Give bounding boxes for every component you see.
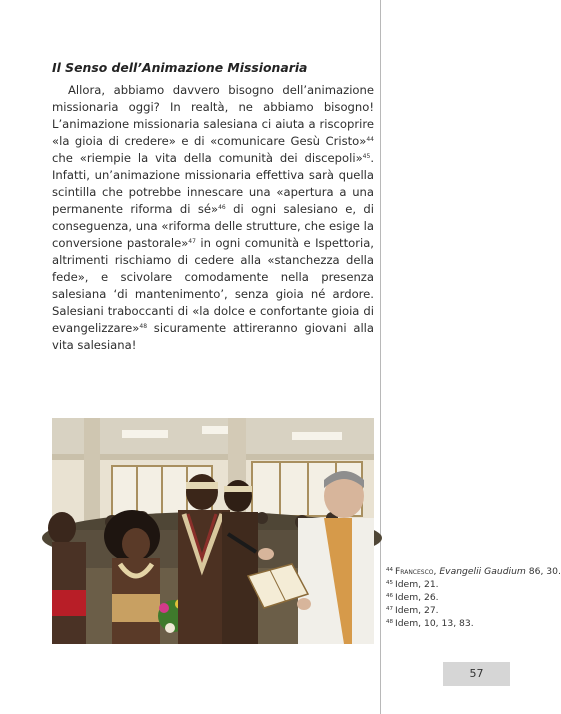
footnote-number: 47 bbox=[386, 606, 393, 612]
text-run: . Infatti, un’animazione missionaria effettiva sarà quella scintilla che potrebbe innescare una «apertura a una permanente riforma di sé» bbox=[52, 151, 374, 216]
footnote-title: Evangelii Gaudium bbox=[439, 566, 526, 577]
page-number: 57 bbox=[469, 667, 484, 680]
text-run: Allora, abbiamo davvero bisogno dell’animazione missionaria oggi? In realtà, ne abbiamo bisogno! L’animazione missionaria salesiana ci aiuta a riscoprire «la gioia di credere» e di «comunicare Gesù Cristo» bbox=[52, 83, 374, 148]
column-divider bbox=[380, 0, 381, 714]
footnote-44 bbox=[386, 565, 561, 578]
footnote-48 bbox=[386, 617, 504, 630]
missionary-photo bbox=[52, 418, 374, 644]
section-title: Il Senso dell’Animazione Missionaria bbox=[52, 60, 308, 75]
footnote-text: Idem, 21. bbox=[395, 579, 439, 590]
footnote-number: 45 bbox=[386, 580, 393, 586]
footnote-text: Idem, 26. bbox=[395, 592, 439, 603]
footnote-46 bbox=[386, 591, 504, 604]
text-run: che «riempie la vita della comunità dei discepoli» bbox=[52, 151, 363, 165]
footnote-ref[interactable]: 47 bbox=[188, 238, 196, 245]
photo-illustration bbox=[52, 418, 374, 644]
footnote-47 bbox=[386, 604, 504, 617]
page-number-tab bbox=[443, 662, 510, 686]
body-paragraph bbox=[52, 82, 374, 354]
footnote-45 bbox=[386, 578, 504, 591]
footnote-ref[interactable]: 44 bbox=[366, 136, 374, 143]
footnote-ref[interactable]: 45 bbox=[362, 153, 371, 160]
footnote-number: 46 bbox=[386, 593, 393, 599]
text-run: in ogni comunità e Ispettoria, altrimenti rischiamo di cedere alla «stanchezza della fede», e scivolare comodamente nella presenza salesiana ‘di mantenimento’, senza gioia né ardore. Salesiani traboccanti di «la dolce e confortante gioia di evangelizzare» bbox=[52, 236, 374, 335]
footnote-text: Idem, 10, 13, 83. bbox=[395, 618, 474, 629]
footnote-author: Francesco, bbox=[395, 566, 437, 577]
footnote-rest: 86, 30. bbox=[525, 566, 561, 577]
footnote-ref[interactable]: 48 bbox=[139, 323, 148, 330]
footnote-number: 48 bbox=[386, 619, 393, 625]
main-column bbox=[52, 60, 374, 354]
text-run: sicuramente attireranno giovani alla vita salesiana! bbox=[52, 321, 374, 352]
text-run: di ogni salesiano e, di conseguenza, una «riforma delle strutture, che esige la conversione pastorale» bbox=[52, 202, 374, 250]
footnote-ref[interactable]: 46 bbox=[218, 204, 226, 211]
footnotes bbox=[386, 565, 561, 630]
footnote-text: Idem, 27. bbox=[395, 605, 439, 616]
footnote-number: 44 bbox=[386, 567, 393, 573]
